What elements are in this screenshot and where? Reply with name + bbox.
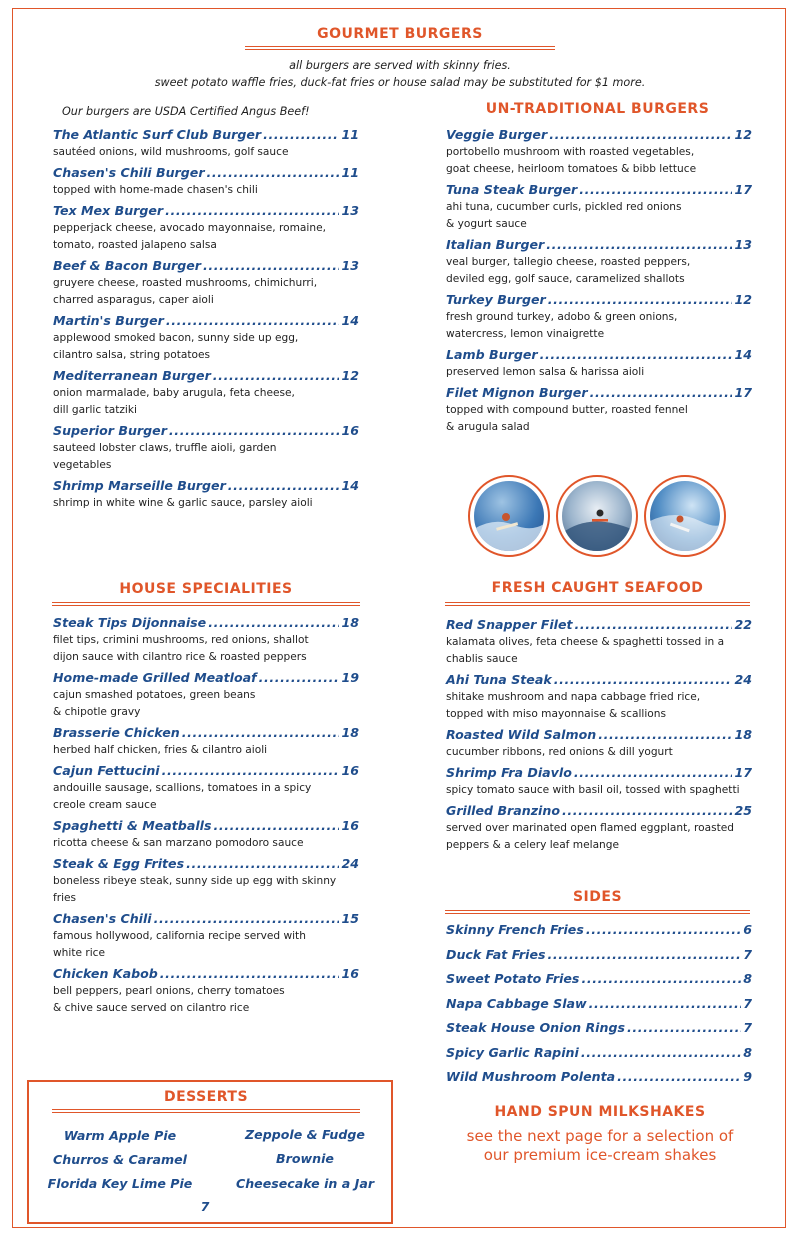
sides-rule <box>445 910 750 914</box>
menu-item-title-line <box>53 126 359 144</box>
menu-item-title-line <box>53 202 359 220</box>
dot-leader <box>586 918 741 943</box>
surfer-photo-2 <box>556 475 638 557</box>
menu-item-title-line <box>53 312 359 330</box>
menu-item-description: kalamata olives, feta cheese & spaghetti tossed in a chablis sauce <box>446 636 725 665</box>
dot-leader <box>207 164 340 182</box>
menu-item-title-line <box>53 614 359 632</box>
menu-item-price: 6 <box>743 922 752 937</box>
menu-item <box>446 616 752 668</box>
dessert-item: Zeppole & Fudge <box>245 1127 365 1142</box>
sides-title: SIDES <box>572 889 623 905</box>
menu-item-title-line <box>53 164 359 182</box>
menu-item-name: Shrimp Marseille Burger <box>53 478 226 493</box>
menu-item-description: gruyere cheese, roasted mushrooms, chimichurri, charred asparagus, caper aioli <box>53 277 318 306</box>
menu-item-name: The Atlantic Surf Club Burger <box>53 127 262 142</box>
dot-leader <box>203 257 339 275</box>
menu-item-price: 12 <box>734 292 752 307</box>
dot-leader <box>166 312 340 330</box>
menu-item <box>53 669 359 721</box>
menu-item-price: 15 <box>341 911 359 926</box>
dot-leader <box>589 992 742 1017</box>
menu-item-title-line <box>53 367 359 385</box>
menu-item-price: 16 <box>341 818 359 833</box>
menu-item-title-line <box>446 967 752 992</box>
menu-item-description: filet tips, crimini mushrooms, red onions, shallot dijon sauce with cilantro rice & roasted peppers <box>53 634 309 663</box>
milkshakes-line-2: our premium ice-cream shakes <box>483 1146 717 1164</box>
dot-leader <box>574 764 733 782</box>
dot-leader <box>162 762 340 780</box>
menu-item-title-line <box>53 817 359 835</box>
menu-item-description: portobello mushroom with roasted vegetables, goat cheese, heirloom tomatoes & bibb lettuce <box>446 146 697 175</box>
house-specialities-title: HOUSE SPECIALITIES <box>119 581 293 597</box>
menu-item-description: spicy tomato sauce with basil oil, tossed with spaghetti <box>446 784 740 796</box>
dot-leader <box>182 724 340 742</box>
menu-item-price: 14 <box>341 313 359 328</box>
menu-item-name: Veggie Burger <box>446 127 548 142</box>
menu-item-name: Superior Burger <box>53 423 167 438</box>
untraditional-burger-list <box>446 126 752 439</box>
menu-item-name: Cajun Fettucini <box>53 763 160 778</box>
milkshakes-line-1: see the next page for a selection of <box>466 1127 734 1145</box>
dessert-price: 7 <box>200 1199 210 1214</box>
menu-item-title-line <box>446 918 752 943</box>
menu-item-description: sautéed onions, wild mushrooms, golf sauce <box>53 146 289 158</box>
desserts-title: DESSERTS <box>163 1089 249 1105</box>
menu-item-price: 16 <box>341 763 359 778</box>
dot-leader <box>169 422 340 440</box>
menu-item-description: onion marmalade, baby arugula, feta cheese, dill garlic tatziki <box>53 387 295 416</box>
fries-note-line-2: sweet potato waffle fries, duck-fat fries or house salad may be substituted for $1 more. <box>154 76 646 89</box>
menu-item <box>446 346 752 381</box>
menu-item-price: 16 <box>341 966 359 981</box>
menu-item-name: Grilled Branzino <box>446 803 560 818</box>
menu-item-name: Mediterranean Burger <box>53 368 211 383</box>
seafood-rule <box>445 602 750 606</box>
dot-leader <box>259 669 340 687</box>
fries-note-line-1: all burgers are served with skinny fries. <box>289 59 511 72</box>
menu-item <box>53 965 359 1017</box>
menu-item-description: shitake mushroom and napa cabbage fried rice, topped with miso mayonnaise & scallions <box>446 691 701 720</box>
dot-leader <box>581 1041 741 1066</box>
sides-list <box>446 918 752 1090</box>
dot-leader <box>562 802 732 820</box>
menu-item-description: andouille sausage, scallions, tomatoes in a spicy creole cream sauce <box>53 782 312 811</box>
menu-item-title-line <box>446 671 752 689</box>
menu-item-name: Turkey Burger <box>446 292 546 307</box>
dot-leader <box>213 817 339 835</box>
menu-item-title-line <box>446 802 752 820</box>
desserts-rule <box>52 1109 360 1113</box>
menu-item-name: Lamb Burger <box>446 347 538 362</box>
menu-item <box>446 126 752 178</box>
menu-item-name: Chicken Kabob <box>53 966 158 981</box>
menu-item-name: Steak & Egg Frites <box>53 856 185 871</box>
menu-item-price: 17 <box>734 385 752 400</box>
menu-item-name: Martin's Burger <box>53 313 164 328</box>
surfer-photo-3 <box>644 475 726 557</box>
menu-item <box>53 817 359 852</box>
menu-item-price: 7 <box>743 995 752 1011</box>
menu-item-name: Ahi Tuna Steak <box>446 672 552 687</box>
gourmet-burger-list <box>53 126 359 515</box>
menu-item <box>446 291 752 343</box>
menu-item-title-line <box>446 291 752 309</box>
menu-item-description: famous hollywood, california recipe served with white rice <box>53 930 306 959</box>
dot-leader <box>554 671 733 689</box>
menu-item <box>53 367 359 419</box>
menu-item-title-line <box>446 1065 752 1090</box>
menu-item <box>53 422 359 474</box>
menu-item-name: Brasserie Chicken <box>53 725 180 740</box>
milkshakes-title: HAND SPUN MILKSHAKES <box>494 1104 706 1120</box>
menu-item-name: Spicy Garlic Rapini <box>446 1044 579 1060</box>
menu-item-price: 14 <box>341 478 359 493</box>
menu-item-title-line <box>446 181 752 199</box>
menu-item <box>446 1016 752 1041</box>
menu-item-title-line <box>53 910 359 928</box>
untraditional-burgers-title: UN-TRADITIONAL BURGERS <box>485 101 710 117</box>
menu-item-title-line <box>53 669 359 687</box>
dot-leader <box>208 614 339 632</box>
menu-item-price: 13 <box>734 237 752 252</box>
menu-item-name: Steak House Onion Rings <box>446 1020 625 1035</box>
menu-item-name: Tex Mex Burger <box>53 203 164 218</box>
dot-leader <box>160 965 340 983</box>
menu-item-title-line <box>53 965 359 983</box>
menu-item-title-line <box>53 724 359 742</box>
menu-item-title-line <box>53 257 359 275</box>
menu-item-description: veal burger, tallegio cheese, roasted peppers, deviled egg, golf sauce, caramelized shallots <box>446 256 691 285</box>
menu-item <box>446 181 752 233</box>
dot-leader <box>598 726 732 744</box>
menu-item <box>446 943 752 968</box>
house-specialities-list <box>53 614 359 1020</box>
menu-item-description: pepperjack cheese, avocado mayonnaise, romaine, tomato, roasted jalapeno salsa <box>53 222 326 251</box>
menu-item <box>446 671 752 723</box>
menu-item-price: 11 <box>341 165 359 180</box>
menu-item-name: Spaghetti & Meatballs <box>53 818 212 833</box>
menu-item-title-line <box>446 346 752 364</box>
menu-item-price: 13 <box>341 258 359 273</box>
menu-item-description: applewood smoked bacon, sunny side up egg, cilantro salsa, string potatoes <box>53 332 299 361</box>
menu-item <box>53 126 359 161</box>
menu-item-name: Filet Mignon Burger <box>446 385 588 400</box>
menu-item <box>446 1065 752 1090</box>
dessert-item: Cheesecake in a Jar <box>235 1176 375 1191</box>
dot-leader <box>617 1065 741 1090</box>
menu-item-price: 18 <box>734 727 752 742</box>
menu-item-name: Red Snapper Filet <box>446 617 573 632</box>
menu-item <box>446 918 752 943</box>
dot-leader <box>213 367 340 385</box>
surfer-photo-1 <box>468 475 550 557</box>
angus-note: Our burgers are USDA Certified Angus Beef! <box>62 105 310 118</box>
menu-item <box>53 477 359 512</box>
menu-item <box>53 202 359 254</box>
menu-item-price: 16 <box>341 423 359 438</box>
dot-leader <box>263 126 339 144</box>
menu-item-name: Napa Cabbage Slaw <box>446 995 587 1011</box>
menu-item-title-line <box>53 762 359 780</box>
dot-leader <box>575 616 733 634</box>
menu-item-price: 11 <box>341 127 359 142</box>
menu-item-name: Duck Fat Fries <box>446 946 546 962</box>
menu-item-description: bell peppers, pearl onions, cherry tomatoes & chive sauce served on cilantro rice <box>53 985 285 1014</box>
menu-item-name: Wild Mushroom Polenta <box>446 1069 616 1084</box>
menu-item-price: 7 <box>743 946 752 962</box>
menu-item-price: 9 <box>743 1069 752 1084</box>
dessert-item: Warm Apple Pie <box>63 1128 177 1143</box>
menu-item-price: 13 <box>341 203 359 218</box>
dot-leader <box>627 1016 741 1041</box>
dot-leader <box>548 291 733 309</box>
menu-item-description: topped with home-made chasen's chili <box>53 184 258 196</box>
seafood-title: FRESH CAUGHT SEAFOOD <box>491 580 704 596</box>
menu-item-price: 19 <box>341 670 359 685</box>
menu-item-title-line <box>446 236 752 254</box>
dot-leader <box>540 346 733 364</box>
menu-item-description: cucumber ribbons, red onions & dill yogurt <box>446 746 673 758</box>
dessert-item: Churros & Caramel <box>53 1152 187 1167</box>
dot-leader <box>579 181 732 199</box>
menu-item <box>53 855 359 907</box>
dessert-item: Florida Key Lime Pie <box>47 1176 193 1191</box>
seafood-list <box>446 616 752 857</box>
menu-item-title-line <box>446 943 752 968</box>
menu-item-name: Roasted Wild Salmon <box>446 727 597 742</box>
menu-item <box>446 992 752 1017</box>
menu-item <box>446 764 752 799</box>
menu-item-price: 8 <box>743 971 752 986</box>
menu-item <box>446 1041 752 1066</box>
menu-item-price: 25 <box>734 803 752 818</box>
menu-item <box>446 384 752 436</box>
menu-item-name: Beef & Bacon Burger <box>53 258 202 273</box>
menu-item-price: 8 <box>743 1044 752 1060</box>
menu-item <box>53 312 359 364</box>
menu-item-description: herbed half chicken, fries & cilantro aioli <box>53 744 268 756</box>
menu-item <box>53 614 359 666</box>
dot-leader <box>154 910 340 928</box>
menu-item-title-line <box>446 616 752 634</box>
menu-item-title-line <box>446 726 752 744</box>
dot-leader <box>590 384 733 402</box>
menu-item-name: Chasen's Chili <box>53 911 152 926</box>
menu-item-title-line <box>446 992 752 1017</box>
menu-item-title-line <box>53 477 359 495</box>
dot-leader <box>186 855 339 873</box>
menu-item-name: Skinny French Fries <box>446 922 584 937</box>
menu-item-title-line <box>53 422 359 440</box>
menu-item-description: topped with compound butter, roasted fennel & arugula salad <box>446 404 688 433</box>
menu-item-price: 17 <box>734 765 752 780</box>
menu-item-price: 18 <box>341 725 359 740</box>
menu-item-price: 12 <box>341 368 359 383</box>
dessert-item: Brownie <box>276 1151 334 1166</box>
menu-item-price: 14 <box>734 347 752 362</box>
menu-item-price: 22 <box>734 617 752 632</box>
dot-leader <box>228 477 340 495</box>
menu-item-price: 24 <box>734 672 752 687</box>
menu-item-description: served over marinated open flamed eggplant, roasted peppers & a celery leaf melange <box>446 822 734 851</box>
house-rule <box>52 602 360 606</box>
menu-item-name: Italian Burger <box>446 237 545 252</box>
menu-item-description: shrimp in white wine & garlic sauce, parsley aioli <box>53 497 313 509</box>
menu-item-name: Steak Tips Dijonnaise <box>53 615 207 630</box>
menu-item-price: 18 <box>341 615 359 630</box>
menu-item-title-line <box>446 126 752 144</box>
menu-item-title-line <box>446 1041 752 1066</box>
dot-leader <box>165 202 339 220</box>
gourmet-burgers-title: GOURMET BURGERS <box>317 26 483 42</box>
menu-item-name: Sweet Potato Fries <box>446 971 580 986</box>
menu-item-description: preserved lemon salsa & harissa aioli <box>446 366 645 378</box>
menu-item <box>53 164 359 199</box>
menu-item-title-line <box>53 855 359 873</box>
menu-item-title-line <box>446 764 752 782</box>
menu-item-description: ahi tuna, cucumber curls, pickled red onions & yogurt sauce <box>446 201 682 230</box>
menu-item <box>53 724 359 759</box>
menu-item-description: ricotta cheese & san marzano pomodoro sauce <box>53 837 304 849</box>
menu-item <box>446 236 752 288</box>
menu-item-name: Home-made Grilled Meatloaf <box>53 670 257 685</box>
menu-item-price: 24 <box>341 856 359 871</box>
menu-item-name: Shrimp Fra Diavlo <box>446 765 572 780</box>
dot-leader <box>546 236 732 254</box>
menu-item-title-line <box>446 384 752 402</box>
menu-item-description: cajun smashed potatoes, green beans & chipotle gravy <box>53 689 256 718</box>
dot-leader <box>581 967 741 992</box>
menu-item-title-line <box>446 1016 752 1041</box>
menu-item-description: fresh ground turkey, adobo & green onions, watercress, lemon vinaigrette <box>446 311 678 340</box>
menu-item <box>446 802 752 854</box>
dot-leader <box>549 126 732 144</box>
menu-item-price: 17 <box>734 182 752 197</box>
menu-item <box>53 762 359 814</box>
gourmet-rule <box>245 46 555 50</box>
menu-item-description: boneless ribeye steak, sunny side up egg with skinny fries <box>53 875 337 904</box>
menu-item <box>446 967 752 992</box>
menu-item-price: 7 <box>743 1020 752 1035</box>
menu-item-price: 12 <box>734 127 752 142</box>
menu-item <box>446 726 752 761</box>
fries-note <box>40 57 760 91</box>
menu-item <box>53 257 359 309</box>
menu-item <box>53 910 359 962</box>
menu-item-name: Chasen's Chili Burger <box>53 165 205 180</box>
dot-leader <box>548 943 742 968</box>
menu-item-name: Tuna Steak Burger <box>446 182 578 197</box>
menu-item-description: sauteed lobster claws, truffle aioli, garden vegetables <box>53 442 277 471</box>
